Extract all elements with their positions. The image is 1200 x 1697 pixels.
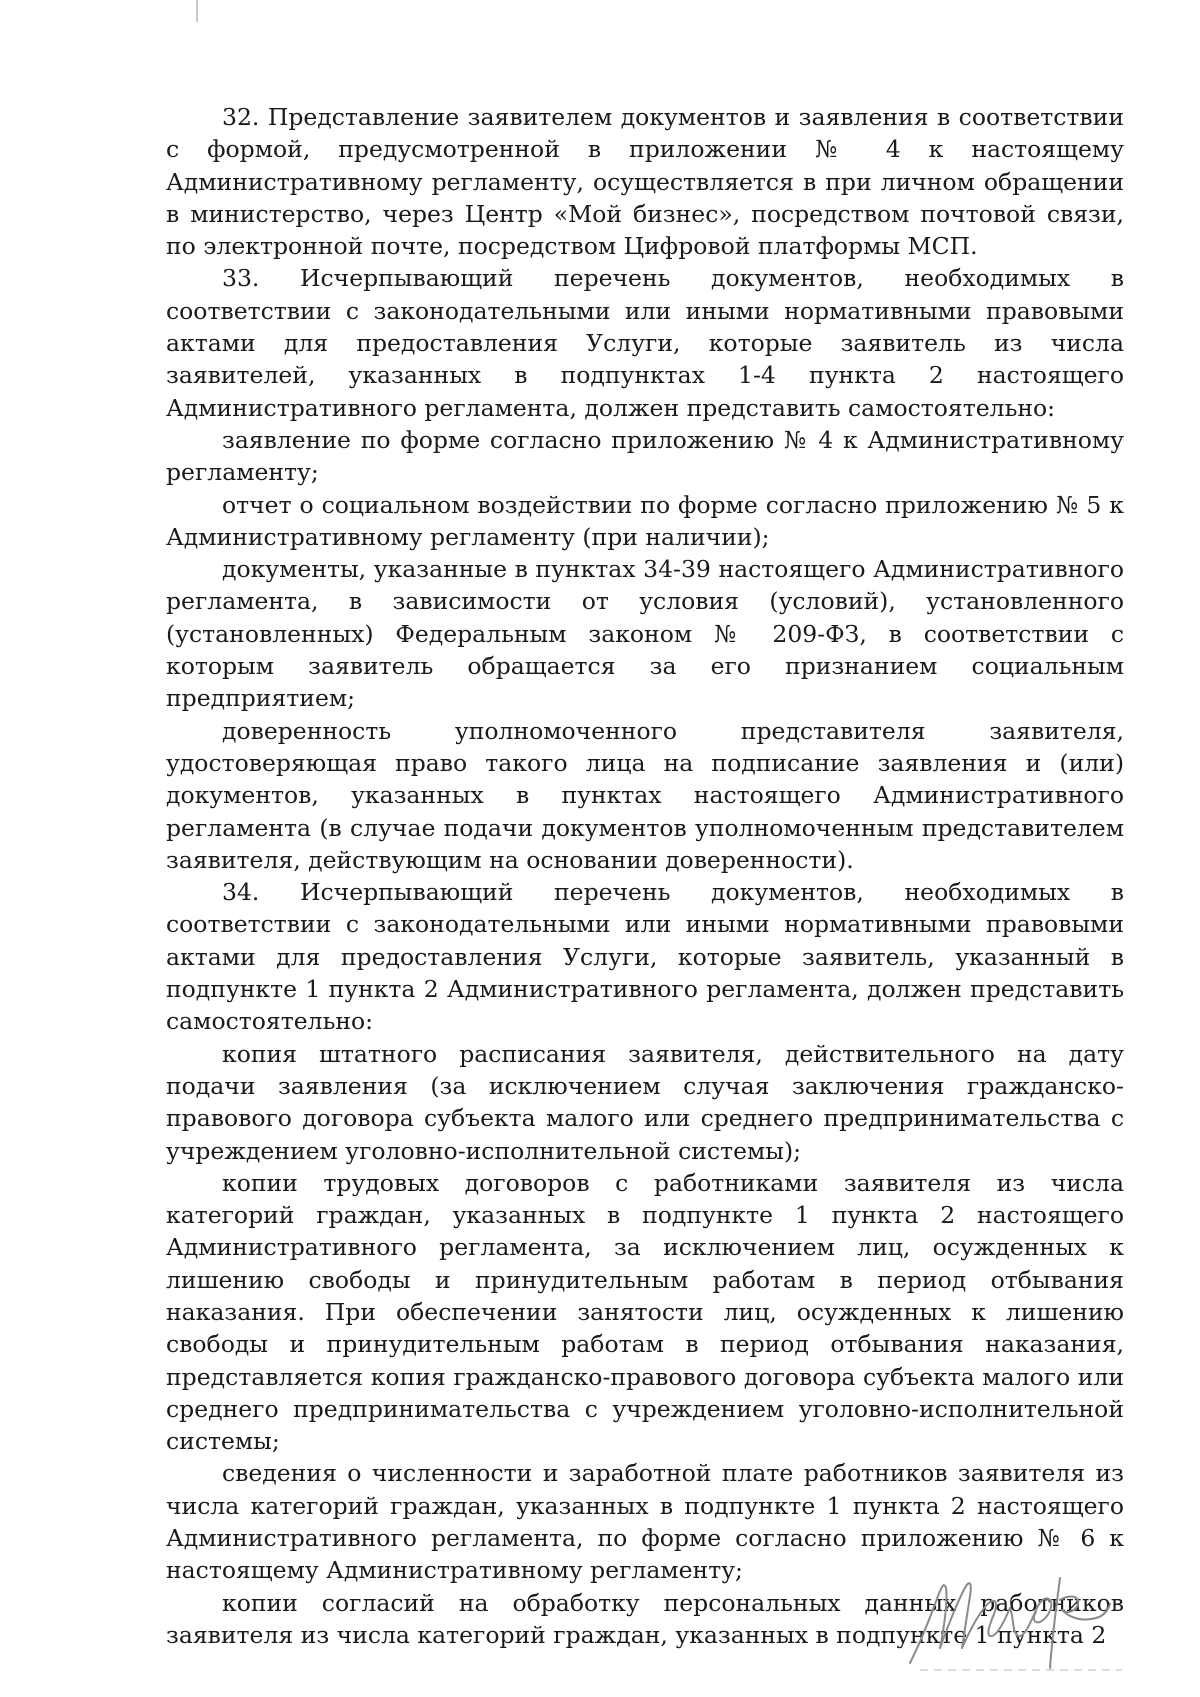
- list-item-headcount-info: сведения о численности и заработной плате работников заявителя из числа категорий граждан, указанных в подпункте 1 пункта 2 настоящего Административного регламента, по форме согласно приложению № 6 к настоящему Административному регламенту;: [166, 1459, 1124, 1585]
- paragraph-32: 32. Представление заявителем документов и заявления в соответствии с формой, предусмотренной в приложении № 4 к настоящему Административному регламенту, осуществляется в при личном обращении в министерство, через Центр «Мой бизнес», посредством почтовой связи, по электронной почте, посредством Цифровой платформы МСП.: [166, 103, 1124, 261]
- signature-icon: [900, 1538, 1130, 1678]
- paragraph-33: 33. Исчерпывающий перечень документов, необходимых в соответствии с законодательными или иными нормативными правовыми актами для предоставления Услуги, которые заявитель из числа заявителей, указанных в подпунктах 1-4 пункта 2 настоящего Административного регламента, должен представить самостоятельно:: [166, 264, 1124, 422]
- list-item-employment-contracts: копии трудовых договоров с работниками заявителя из числа категорий граждан, указанных в подпункте 1 пункта 2 настоящего Административного регламента, за исключением лиц, осужденных к лишению свободы и принудительным работам в период отбывания наказания. При обеспечении занятости лиц, осужденных к лишению свободы и принудительным работам в период отбывания наказания, представляется копия гражданско-правового договора субъекта малого или среднего предпринимательства с учреждением уголовно-исполнительной системы;: [166, 1168, 1124, 1456]
- document-page: [166, 101, 1124, 1651]
- list-item-power-of-attorney: доверенность уполномоченного представителя заявителя, удостоверяющая право такого лица на подписание заявления и (или) документов, указанных в пунктах настоящего Административного регламента (в случае подачи документов уполномоченным представителем заявителя, действующим на основании доверенности).: [166, 716, 1124, 874]
- list-item-social-report: отчет о социальном воздействии по форме согласно приложению № 5 к Административному регламенту (при наличии);: [166, 490, 1124, 551]
- list-item-documents: документы, указанные в пунктах 34-39 настоящего Административного регламента, в зависимости от условия (условий), установленного (установленных) Федеральным законом № 209-ФЗ, в соответствии с которым заявитель обращается за его признанием социальным предприятием;: [166, 555, 1124, 713]
- paragraph-34: 34. Исчерпывающий перечень документов, необходимых в соответствии с законодательными или иными нормативными правовыми актами для предоставления Услуги, которые заявитель, указанный в подпункте 1 пункта 2 Административного регламента, должен представить самостоятельно:: [166, 878, 1124, 1036]
- list-item-staff-schedule: копия штатного расписания заявителя, действительного на дату подачи заявления (за исключением случая заключения гражданско-правового договора субъекта малого или среднего предпринимательства с учреждением уголовно-исполнительной системы);: [166, 1039, 1124, 1165]
- scan-edge-mark: [196, 0, 198, 22]
- list-item-application: заявление по форме согласно приложению № 4 к Административному регламенту;: [166, 425, 1124, 487]
- list-item-consents: копии согласий на обработку персональных данных работников заявителя из числа категорий граждан, указанных в подпункте 1 пункта 2: [166, 1588, 1124, 1649]
